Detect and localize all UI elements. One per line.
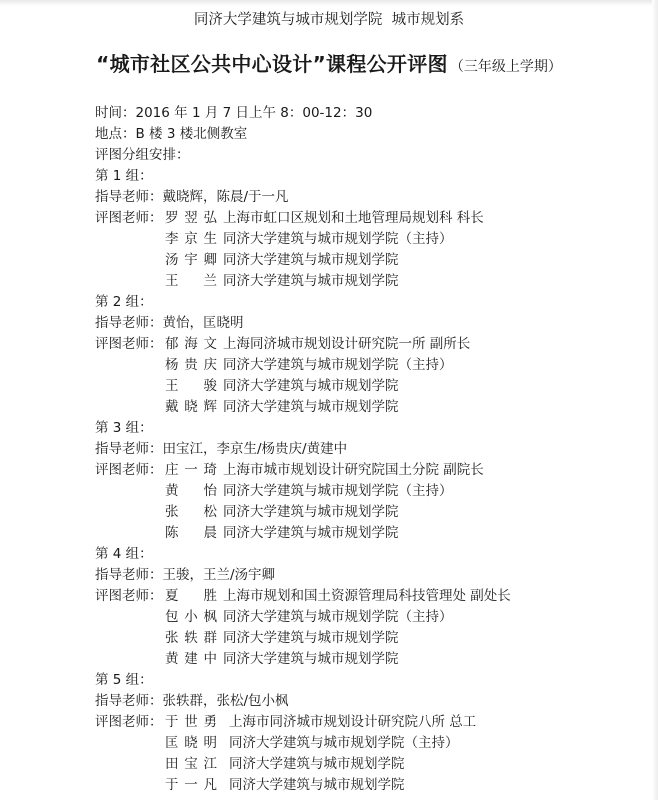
reviewer-affiliation: 上海同济城市规划设计研究院一所 副所长	[223, 336, 471, 352]
reviewer-affiliation: 上海市规划和国土资源管理局科技管理处 副处长	[223, 588, 511, 604]
reviewer-name: 张松	[165, 504, 217, 520]
advisor-row	[95, 313, 655, 334]
group-title: 第 5 组：	[95, 672, 153, 688]
group-title: 第 4 组：	[95, 546, 153, 562]
title-main: “城市社区公共中心设计”课程公开评图	[96, 52, 448, 76]
reviewer-name: 陈晨	[165, 525, 217, 541]
reviewer-row	[95, 481, 655, 502]
reviewer-affiliation: 同济大学建筑与城市规划学院	[223, 630, 399, 646]
reviewer-affiliation: 同济大学建筑与城市规划学院（主持）	[223, 231, 453, 247]
reviewer-name: 匡晓明	[165, 735, 217, 751]
reviewer-name: 黄怡	[165, 483, 217, 499]
reviewer-name: 夏胜	[165, 588, 217, 604]
reviewer-affiliation: 同济大学建筑与城市规划学院	[229, 756, 405, 772]
reviewer-name: 于世勇	[165, 714, 217, 730]
place-row	[95, 124, 655, 145]
reviewer-affiliation: 同济大学建筑与城市规划学院	[229, 777, 405, 793]
reviewer-row	[95, 208, 655, 229]
reviewer-affiliation: 同济大学建筑与城市规划学院	[223, 651, 399, 667]
reviewer-affiliation: 上海市同济城市规划设计研究院八所 总工	[229, 714, 477, 730]
reviewer-name: 郁海文	[165, 336, 217, 352]
reviewer-name: 黄建中	[165, 651, 217, 667]
reviewer-name: 罗翌弘	[165, 210, 217, 226]
reviewer-row	[95, 355, 655, 376]
group-1	[95, 166, 655, 292]
reviewer-name: 王骏	[165, 378, 217, 394]
advisor-names: 戴晓辉，陈晨/于一凡	[162, 189, 289, 205]
advisor-label: 指导老师：	[95, 315, 163, 331]
reviewer-row	[95, 271, 655, 292]
reviewer-affiliation: 同济大学建筑与城市规划学院（主持）	[223, 357, 453, 373]
group-3	[95, 418, 655, 544]
reviewer-affiliation: 同济大学建筑与城市规划学院	[223, 525, 399, 541]
reviewer-row	[95, 460, 655, 481]
advisor-row	[95, 187, 655, 208]
reviewer-affiliation: 上海市城市规划设计研究院国土分院 副院长	[223, 462, 484, 478]
reviewer-name: 汤宇卿	[165, 252, 217, 268]
reviewer-row	[95, 586, 655, 607]
advisor-label: 指导老师：	[95, 441, 163, 457]
advisor-row	[95, 565, 655, 586]
reviewer-row	[95, 502, 655, 523]
reviewer-affiliation: 同济大学建筑与城市规划学院	[223, 378, 399, 394]
group-5	[95, 670, 655, 796]
reviewer-name: 杨贵庆	[165, 357, 217, 373]
reviewer-row	[95, 628, 655, 649]
reviewer-label: 评图老师：	[95, 210, 163, 226]
arrangement-heading: 评图分组安排：	[95, 147, 190, 163]
group-2	[95, 292, 655, 418]
reviewer-row	[95, 754, 655, 775]
reviewer-affiliation: 同济大学建筑与城市规划学院	[223, 504, 399, 520]
reviewer-label: 评图老师：	[95, 462, 163, 478]
reviewer-name: 包小枫	[165, 609, 217, 625]
reviewer-affiliation: 同济大学建筑与城市规划学院（主持）	[223, 609, 453, 625]
time-label: 时间：	[95, 105, 136, 121]
reviewer-affiliation: 同济大学建筑与城市规划学院	[223, 273, 399, 289]
reviewer-row	[95, 712, 655, 733]
reviewer-row	[95, 607, 655, 628]
reviewer-label: 评图老师：	[95, 714, 163, 730]
advisor-row	[95, 691, 655, 712]
place-value: B 楼 3 楼北侧教室	[135, 126, 248, 142]
advisor-names: 张轶群，张松/包小枫	[162, 693, 289, 709]
document-body	[95, 103, 655, 796]
reviewer-name: 田宝江	[165, 756, 217, 772]
group-title: 第 1 组：	[95, 168, 153, 184]
group-title: 第 2 组：	[95, 294, 153, 310]
reviewer-row	[95, 523, 655, 544]
advisor-names: 田宝江，李京生/杨贵庆/黄建中	[162, 441, 348, 457]
place-label: 地点：	[95, 126, 136, 142]
reviewer-name: 于一凡	[165, 777, 217, 793]
reviewer-name: 戴晓辉	[165, 399, 217, 415]
advisor-row	[95, 439, 655, 460]
department-name: 城市规划系	[391, 12, 465, 28]
reviewer-row	[95, 334, 655, 355]
title-sub: （三年级上学期）	[449, 59, 562, 75]
reviewer-affiliation: 上海市虹口区规划和土地管理局规划科 科长	[223, 210, 484, 226]
document-title	[0, 50, 658, 81]
time-row	[95, 103, 655, 124]
time-value: 2016 年 1 月 7 日上午 8：00-12：30	[135, 105, 373, 121]
reviewer-affiliation: 同济大学建筑与城市规划学院（主持）	[223, 483, 453, 499]
document-header	[0, 9, 658, 31]
reviewer-name: 李京生	[165, 231, 217, 247]
school-name: 同济大学建筑与城市规划学院	[193, 12, 383, 28]
advisor-label: 指导老师：	[95, 189, 163, 205]
reviewer-affiliation: 同济大学建筑与城市规划学院（主持）	[229, 735, 459, 751]
page-top-shadow	[0, 0, 658, 6]
reviewer-row	[95, 250, 655, 271]
reviewer-name: 庄一琦	[165, 462, 217, 478]
group-4	[95, 544, 655, 670]
advisor-names: 王骏，王兰/汤宇卿	[162, 567, 276, 583]
reviewer-label: 评图老师：	[95, 336, 163, 352]
reviewer-affiliation: 同济大学建筑与城市规划学院	[223, 399, 399, 415]
reviewer-row	[95, 775, 655, 796]
advisor-label: 指导老师：	[95, 693, 163, 709]
advisor-names: 黄怡，匡晓明	[162, 315, 244, 331]
reviewer-row	[95, 649, 655, 670]
reviewer-name: 王兰	[165, 273, 217, 289]
reviewer-label: 评图老师：	[95, 588, 163, 604]
reviewer-row	[95, 229, 655, 250]
reviewer-row	[95, 733, 655, 754]
reviewer-row	[95, 397, 655, 418]
reviewer-row	[95, 376, 655, 397]
group-title: 第 3 组：	[95, 420, 153, 436]
reviewer-name: 张轶群	[165, 630, 217, 646]
advisor-label: 指导老师：	[95, 567, 163, 583]
reviewer-affiliation: 同济大学建筑与城市规划学院	[223, 252, 399, 268]
